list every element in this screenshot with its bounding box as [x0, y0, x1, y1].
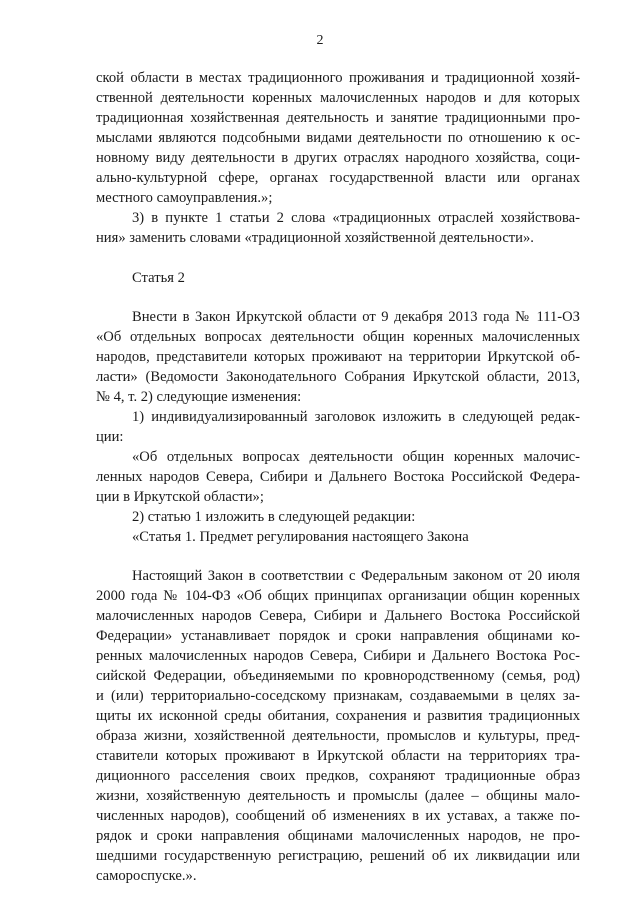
text-line: численных народов), сообщений об изменениях в их уставах, а также по- — [96, 808, 580, 824]
text-line: диционного расселения своих предков, сохраняют традиционные образ — [96, 768, 580, 784]
text-line: шедшими государственную регистрацию, решений об их ликвидации или — [96, 848, 580, 864]
text-line: «Статья 1. Предмет регулирования настоящего Закона — [132, 529, 469, 545]
text-line: ции в Иркутской области»; — [96, 489, 264, 505]
text-line: «Об отдельных вопросах деятельности общин коренных малочисленных — [96, 329, 580, 345]
text-line: ственной деятельности коренных малочисленных народов и для которых — [96, 90, 580, 106]
text-line: традиционная хозяйственная деятельность и занятие традиционными про- — [96, 110, 580, 126]
text-line: Внести в Закон Иркутской области от 9 декабря 2013 года № 111-ОЗ — [132, 309, 580, 325]
text-line: рядок и сроки направления общинами малочисленных народов, не про- — [96, 828, 580, 844]
text-line: самороспуске.». — [96, 868, 197, 884]
text-line: ласти» (Ведомости Законодательного Собрания Иркутской области, 2013, — [96, 369, 580, 385]
article-heading: Статья 2 — [132, 270, 185, 286]
text-line: щиты их исконной среды обитания, сохранения и развития традиционных — [96, 708, 580, 724]
text-line: «Об отдельных вопросах деятельности общин коренных малочис- — [132, 449, 580, 465]
text-line: мыслами являются подсобными видами деятельности по отношению к ос- — [96, 130, 580, 146]
text-line: малочисленных народов Севера, Сибири и Дальнего Востока Российской — [96, 608, 580, 624]
text-line: Настоящий Закон в соответствии с Федеральным законом от 20 июля — [132, 568, 580, 584]
text-line: жизни, хозяйственную деятельность и промыслы (далее – общины мало- — [96, 788, 580, 804]
text-line: народов, представители которых проживают на территории Иркутской об- — [96, 349, 580, 365]
text-line: ской области в местах традиционного проживания и традиционной хозяй- — [96, 70, 580, 86]
text-line: 2000 года № 104-ФЗ «Об общих принципах организации общин коренных — [96, 588, 580, 604]
text-line: Федерации» устанавливает порядок и сроки направления общинами ко- — [96, 628, 580, 644]
text-line: ции: — [96, 429, 124, 445]
text-line: ставители которых проживают в Иркутской области на территориях тра- — [96, 748, 580, 764]
text-line: ния» заменить словами «традиционной хозяйственной деятельности». — [96, 230, 534, 246]
text-line: новному виду деятельности в других отраслях народного хозяйства, соци- — [96, 150, 580, 166]
text-line: ленных народов Севера, Сибири и Дальнего Востока Российской Федера- — [96, 469, 580, 485]
text-line: и (или) территориально-соседскому признакам, создаваемыми в целях за- — [96, 688, 580, 704]
text-line: 2) статью 1 изложить в следующей редакции: — [132, 509, 416, 525]
page-number: 2 — [316, 33, 324, 48]
text-line: ренных малочисленных народов Севера, Сибири и Дальнего Востока Рос- — [96, 648, 580, 664]
text-line: 3) в пункте 1 статьи 2 слова «традиционных отраслей хозяйствова- — [132, 210, 580, 226]
text-line: ально-культурной сфере, органах государственной власти или органах — [96, 170, 580, 186]
text-line: 1) индивидуализированный заголовок изложить в следующей редак- — [132, 409, 580, 425]
text-line: сийской Федерации, объединяемыми по кровнородственному (семья, род) — [96, 668, 580, 684]
text-line: образа жизни, хозяйственной деятельности, промыслов и культуры, пред- — [96, 728, 580, 744]
text-line: № 4, т. 2) следующие изменения: — [96, 389, 302, 405]
text-line: местного самоуправления.»; — [96, 190, 273, 206]
